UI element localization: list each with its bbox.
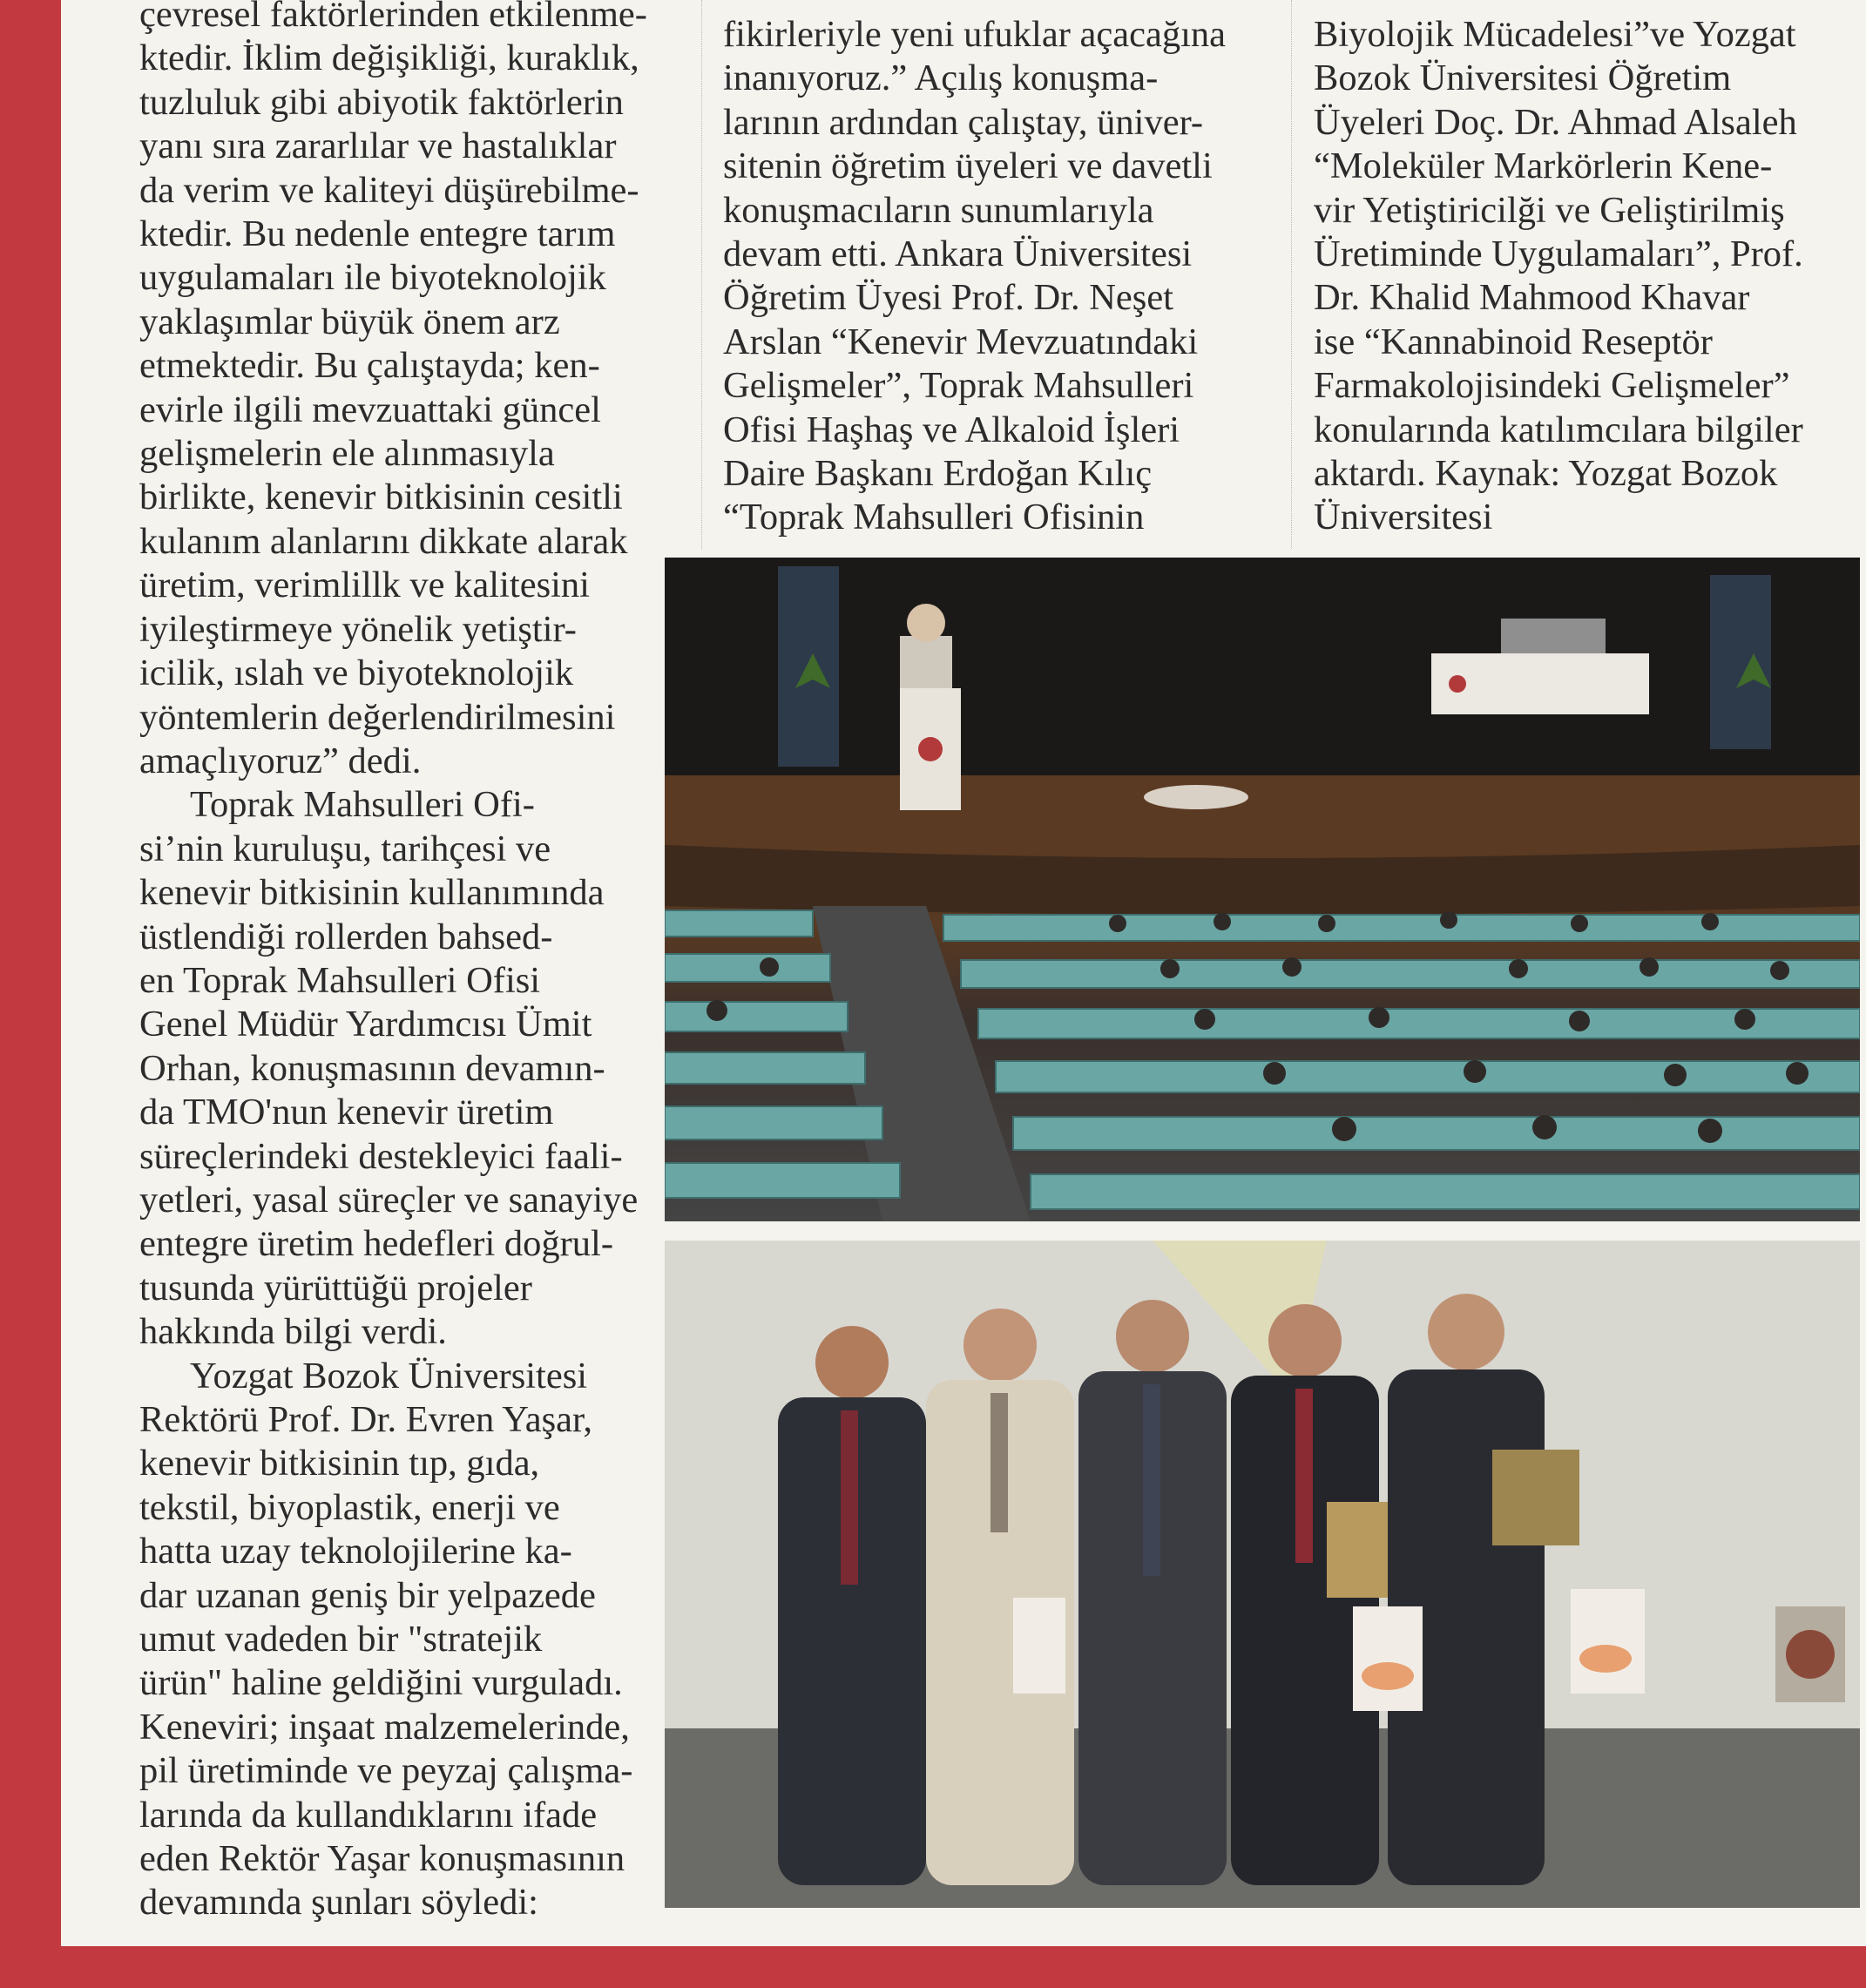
col1-text-line: hatta uzay teknolojilerine ka- (139, 1531, 572, 1572)
col1-text-line: Orhan, konuşmasının devamın- (139, 1047, 605, 1089)
col1-text-line: yanı sıra zararlılar ve hastalıklar (139, 125, 617, 167)
col1-text-line: ktedir. Bu nedenle entegre tarım (139, 213, 616, 255)
col1-text-line: Toprak Mahsulleri Ofi- (190, 784, 535, 826)
col2-text-line: Ofisi Haşhaş ve Alkaloid İşleri (723, 409, 1180, 450)
col2-text-line: “Toprak Mahsulleri Ofisinin (723, 497, 1145, 538)
col1-text-line: birlikte, kenevir bitkisinin cesitli (139, 477, 623, 518)
col1-text-line: ürün" haline geldiğini vurguladı. (139, 1662, 623, 1704)
col1-text-line: iyileştirmeye yönelik yetiştir- (139, 608, 577, 650)
group-photo-illustration (665, 1241, 1860, 1908)
col1-text-line: süreçlerindeki destekleyici faali- (139, 1135, 623, 1177)
col3-text-line: Dr. Khalid Mahmood Khavar (1314, 277, 1750, 319)
col2-text-line: inanıyoruz.” Açılış konuşma- (723, 57, 1159, 99)
col3-text-line: Üretiminde Uygulamaları”, Prof. (1314, 233, 1803, 275)
col1-text-line: tusunda yürüttüğü projeler (139, 1267, 532, 1308)
col1-text-line: pil üretiminde ve peyzaj çalışma- (139, 1750, 633, 1792)
col3-text-line: ise “Kannabinoid Reseptör (1314, 321, 1713, 362)
text-column-2 (723, 13, 1272, 540)
col3-text-line: Bozok Üniversitesi Öğretim (1314, 57, 1732, 99)
col1-text-line: uygulamaları ile biyoteknolojik (139, 257, 606, 299)
col1-text-line: tuzluluk gibi abiyotik faktörlerin (139, 81, 624, 123)
col1-text-line: üretim, verimlillk ve kalitesini (139, 565, 590, 606)
col1-text-line: çevresel faktörlerinden etkilenme- (139, 0, 647, 35)
col1-text-line: devamında şunları söyledi: (139, 1882, 538, 1924)
col1-text-line: yaklaşımlar büyük önem arz (139, 301, 560, 342)
col2-text-line: Daire Başkanı Erdoğan Kılıç (723, 453, 1153, 495)
col1-text-line: kenevir bitkisinin tıp, gıda, (139, 1443, 540, 1484)
col2-text-line: Gelişmeler”, Toprak Mahsulleri (723, 365, 1194, 407)
text-column-3 (1314, 13, 1866, 540)
col1-text-line: dar uzanan geniş bir yelpazede (139, 1574, 596, 1616)
col1-text-line: yetleri, yasal süreçler ve sanayiye (139, 1179, 639, 1221)
col1-text-line: entegre üretim hedefleri doğrul- (139, 1223, 613, 1265)
col1-text-line: da verim ve kaliteyi düşürebilme- (139, 169, 639, 211)
col1-text-line: yöntemlerin değerlendirilmesini (139, 696, 616, 738)
col1-text-line: hakkında bilgi verdi. (139, 1311, 447, 1353)
col1-text-line: en Toprak Mahsulleri Ofisi (139, 959, 541, 1001)
col1-text-line: Genel Müdür Yardımcısı Ümit (139, 1004, 592, 1045)
col3-text-line: “Moleküler Markörlerin Kene- (1314, 145, 1773, 187)
auditorium-illustration (665, 558, 1860, 1221)
column-divider (1291, 0, 1293, 549)
col2-text-line: fikirleriyle yeni ufuklar açacağına (723, 14, 1226, 55)
col1-text-line: Rektörü Prof. Dr. Evren Yaşar, (139, 1399, 593, 1440)
column-divider (701, 0, 703, 549)
col3-text-line: Farmakolojisindeki Gelişmeler” (1314, 365, 1790, 407)
col2-text-line: konuşmacıların sunumlarıyla (723, 189, 1154, 231)
col1-text-line: da TMO'nun kenevir üretim (139, 1092, 554, 1133)
auditorium-photo (665, 558, 1860, 1221)
col1-text-line: ktedir. İklim değişikliği, kuraklık, (139, 37, 639, 79)
col1-text-line: kenevir bitkisinin kullanımında (139, 872, 605, 914)
col1-text-line: amaçlıyoruz” dedi. (139, 740, 422, 781)
col3-text-line: vir Yetiştiricilği ve Geliştirilmiş (1314, 189, 1785, 231)
col3-text-line: Biyolojik Mücadelesi”ve Yozgat (1314, 14, 1796, 55)
col1-text-line: üstlendiği rollerden bahsed- (139, 916, 553, 957)
col1-text-line: umut vadeden bir "stratejik (139, 1619, 543, 1660)
col2-text-line: Arslan “Kenevir Mevzuatındaki (723, 321, 1199, 362)
col1-text-line: Yozgat Bozok Üniversitesi (190, 1355, 588, 1396)
col1-text-line: larında da kullandıklarını ifade (139, 1794, 598, 1836)
col1-text-line: evirle ilgili mevzuattaki güncel (139, 389, 601, 430)
col1-text-line: icilik, ıslah ve biyoteknolojik (139, 653, 574, 694)
col1-text-line: si’nin kuruluşu, tarihçesi ve (139, 828, 551, 869)
col1-text-line: tekstil, biyoplastik, enerji ve (139, 1486, 560, 1528)
col3-text-line: aktardı. Kaynak: Yozgat Bozok (1314, 453, 1778, 495)
text-column-1 (139, 0, 679, 1925)
col1-text-line: etmektedir. Bu çalıştayda; ken- (139, 345, 600, 387)
col2-text-line: Öğretim Üyesi Prof. Dr. Neşet (723, 277, 1173, 319)
col1-text-line: gelişmelerin ele alınmasıyla (139, 433, 555, 475)
col3-text-line: Üyeleri Doç. Dr. Ahmad Alsaleh (1314, 101, 1797, 143)
col3-text-line: konularında katılımcılara bilgiler (1314, 409, 1803, 450)
col3-text-line: Üniversitesi (1314, 497, 1493, 538)
col2-text-line: sitenin öğretim üyeleri ve davetli (723, 145, 1213, 187)
col2-text-line: larının ardından çalıştay, üniver- (723, 101, 1204, 143)
col2-text-line: devam etti. Ankara Üniversitesi (723, 233, 1193, 275)
group-photo (665, 1241, 1860, 1908)
col1-text-line: Keneviri; inşaat malzemelerinde, (139, 1706, 630, 1748)
col1-text-line: kulanım alanlarını dikkate alarak (139, 520, 628, 562)
col1-text-line: eden Rektör Yaşar konuşmasının (139, 1838, 625, 1880)
newspaper-page (61, 0, 1866, 1946)
